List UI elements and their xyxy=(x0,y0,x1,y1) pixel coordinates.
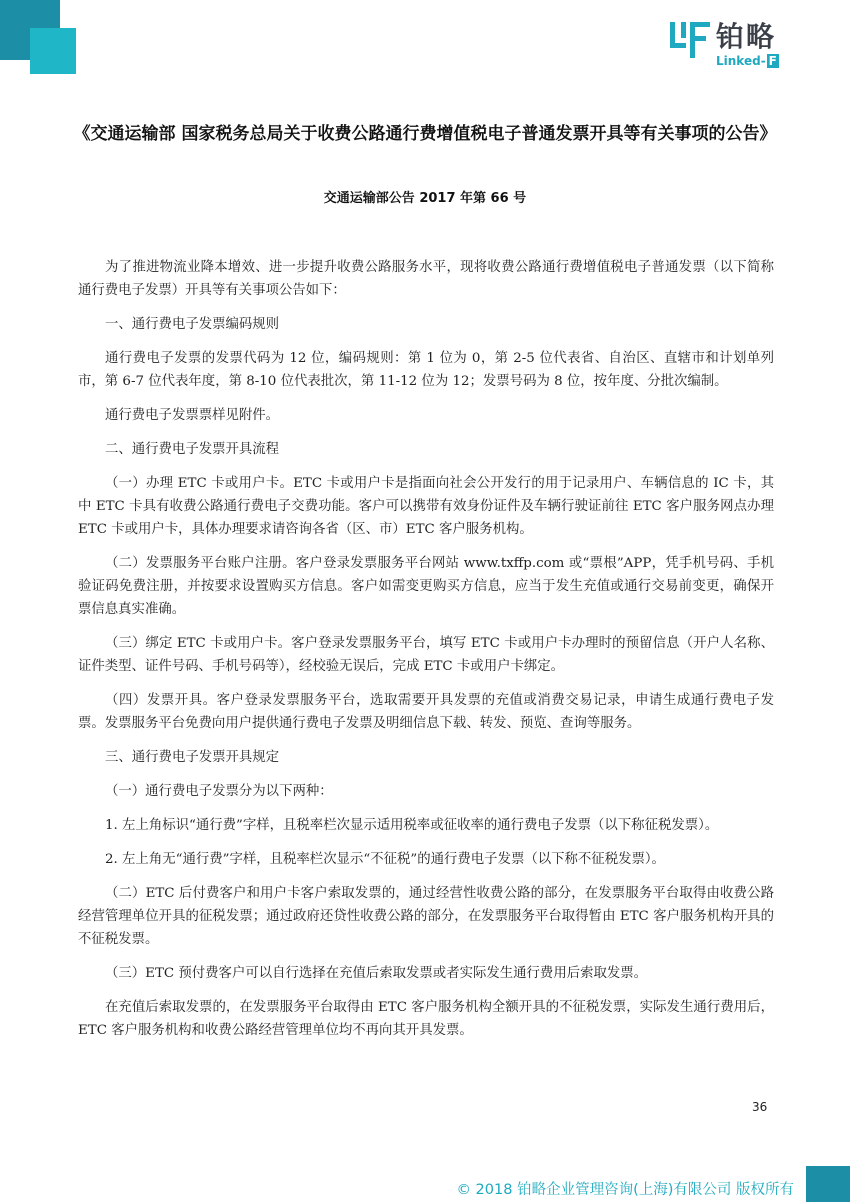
section-heading: 三、通行费电子发票开具规定 xyxy=(105,750,280,765)
paragraph: （一）办理 ETC 卡或用户卡。ETC 卡或用户卡是指面向社会公开发行的用于记录用户、车辆信息的 IC 卡，其中 ETC 卡具有收费公路通行费电子交费功能。客户可以携带有效身份证件及车辆行驶证前往 ETC 客户服务网点办理 ETC 卡或用户卡，具体办理要求请咨询各省（区、市）ETC 客户服务机构。 xyxy=(78,476,774,537)
section-heading: 一、通行费电子发票编码规则 xyxy=(105,317,280,332)
footer-decoration xyxy=(806,1166,850,1202)
section-heading: 二、通行费电子发票开具流程 xyxy=(105,442,280,457)
paragraph: 2. 左上角无“通行费”字样，且税率栏次显示“不征税”的通行费电子发票（以下称不征税发票）。 xyxy=(105,852,665,867)
document-body xyxy=(78,256,774,1053)
paragraph: （三）ETC 预付费客户可以自行选择在充值后索取发票或者实际发生通行费用后索取发票。 xyxy=(105,966,648,981)
logo-mark-icon xyxy=(670,20,712,60)
page-number: 36 xyxy=(752,1100,768,1114)
document-subtitle: 交通运输部公告 2017 年第 66 号 xyxy=(323,191,527,206)
logo-chinese-text: 铂略 xyxy=(716,20,777,53)
logo-english-text: Linked- F xyxy=(716,54,777,68)
paragraph: （一）通行费电子发票分为以下两种： xyxy=(105,784,333,799)
company-logo xyxy=(670,20,800,70)
corner-decoration-light xyxy=(30,28,76,74)
document-title: 《交通运输部 国家税务总局关于收费公路通行费增值税电子普通发票开具等有关事项的公告》 xyxy=(73,124,777,144)
paragraph: 1. 左上角标识“通行费”字样，且税率栏次显示适用税率或征收率的通行费电子发票（以下称征税发票）。 xyxy=(105,818,719,833)
copyright-notice: © 2018 铂略企业管理咨询(上海)有限公司 版权所有 xyxy=(456,1182,794,1198)
paragraph: 在充值后索取发票的，在发票服务平台取得由 ETC 客户服务机构全额开具的不征税发票，实际发生通行费用后，ETC 客户服务机构和收费公路经营管理单位均不再向其开具发票。 xyxy=(78,1000,774,1038)
paragraph: （二）发票服务平台账户注册。客户登录发票服务平台网站 www.txffp.com 或“票根”APP，凭手机号码、手机验证码免费注册，并按要求设置购买方信息。客户如需变更购买方信息，应当于发生充值或通行交易前变更，确保开票信息真实准确。 xyxy=(78,556,774,617)
paragraph: （二）ETC 后付费客户和用户卡客户索取发票的，通过经营性收费公路的部分，在发票服务平台取得由收费公路经营管理单位开具的征税发票；通过政府还贷性收费公路的部分，在发票服务平台取得暂由 ETC 客户服务机构开具的不征税发票。 xyxy=(78,886,774,947)
paragraph: 为了推进物流业降本增效、进一步提升收费公路服务水平，现将收费公路通行费增值税电子普通发票（以下简称通行费电子发票）开具等有关事项公告如下： xyxy=(78,260,774,298)
paragraph: （三）绑定 ETC 卡或用户卡。客户登录发票服务平台，填写 ETC 卡或用户卡办理时的预留信息（开户人名称、证件类型、证件号码、手机号码等），经校验无误后，完成 ETC 卡或用户卡绑定。 xyxy=(78,636,774,674)
paragraph: 通行费电子发票的发票代码为 12 位，编码规则：第 1 位为 0，第 2-5 位代表省、自治区、直辖市和计划单列市，第 6-7 位代表年度，第 8-10 位代表批次，第 11-12 位为 12；发票号码为 8 位，按年度、分批次编制。 xyxy=(78,351,774,389)
paragraph: （四）发票开具。客户登录发票服务平台，选取需要开具发票的充值或消费交易记录，申请生成通行费电子发票。发票服务平台免费向用户提供通行费电子发票及明细信息下载、转发、预览、查询等服务。 xyxy=(78,693,774,731)
paragraph: 通行费电子发票票样见附件。 xyxy=(105,408,280,423)
